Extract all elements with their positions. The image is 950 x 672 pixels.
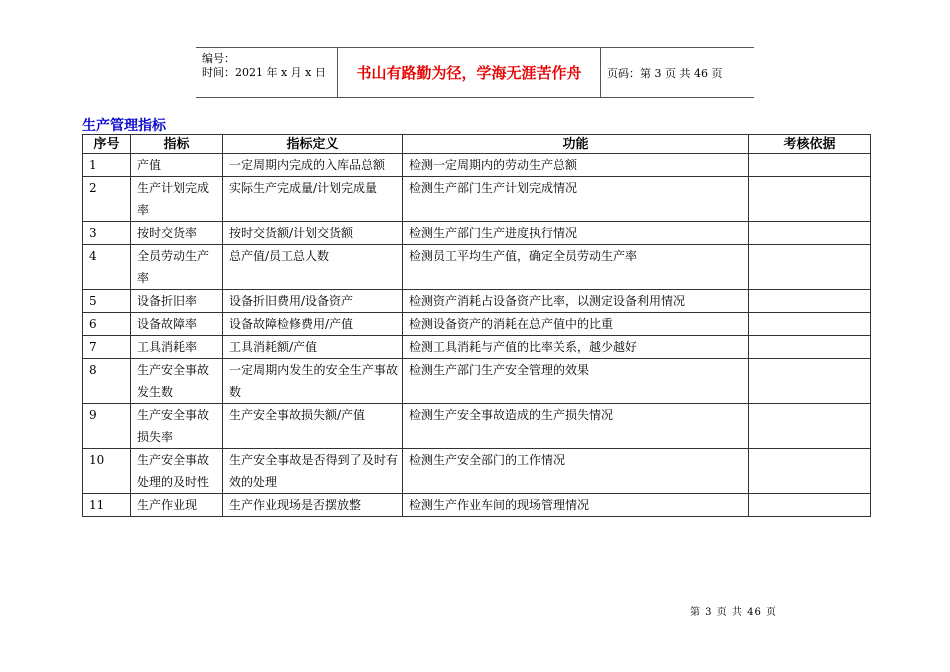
indicator-function: 检测资产消耗占设备资产比率，以测定设备利用情况 — [403, 290, 749, 313]
indicator-function: 检测生产部门生产安全管理的效果 — [403, 359, 749, 404]
indicator-name: 生产安全事故发生数 — [131, 359, 223, 404]
column-header: 考核依据 — [749, 135, 871, 154]
indicator-name: 设备折旧率 — [131, 290, 223, 313]
indicator-function: 检测生产安全部门的工作情况 — [403, 449, 749, 494]
assessment-basis — [749, 222, 871, 245]
indicator-function: 检测一定周期内的劳动生产总额 — [403, 154, 749, 177]
assessment-basis — [749, 290, 871, 313]
document-number-label: 编号： — [202, 52, 235, 65]
header-motto: 书山有路勤为径，学海无涯苦作舟 — [338, 48, 601, 97]
indicator-name: 工具消耗率 — [131, 336, 223, 359]
indicator-name: 产值 — [131, 154, 223, 177]
table-row — [83, 177, 871, 222]
assessment-basis — [749, 245, 871, 290]
table-row — [83, 290, 871, 313]
row-number: 8 — [83, 359, 131, 404]
section-title: 生产管理指标 — [82, 118, 166, 134]
table-row — [83, 494, 871, 517]
row-number: 3 — [83, 222, 131, 245]
column-header: 指标 — [131, 135, 223, 154]
row-number: 6 — [83, 313, 131, 336]
table-header-row — [83, 135, 871, 154]
table-row — [83, 404, 871, 449]
indicator-definition: 设备折旧费用/设备资产 — [223, 290, 403, 313]
assessment-basis — [749, 177, 871, 222]
header-meta — [196, 48, 338, 97]
indicator-function: 检测工具消耗与产值的比率关系，越少越好 — [403, 336, 749, 359]
indicator-table — [82, 134, 871, 517]
assessment-basis — [749, 359, 871, 404]
indicator-function: 检测生产部门生产进度执行情况 — [403, 222, 749, 245]
row-number: 1 — [83, 154, 131, 177]
indicator-definition: 工具消耗额/产值 — [223, 336, 403, 359]
indicator-definition: 生产作业现场是否摆放整 — [223, 494, 403, 517]
document-date: 时间：2021 年 x 月 x 日 — [202, 66, 326, 79]
indicator-function: 检测生产安全事故造成的生产损失情况 — [403, 404, 749, 449]
row-number: 5 — [83, 290, 131, 313]
column-header: 序号 — [83, 135, 131, 154]
row-number: 9 — [83, 404, 131, 449]
row-number: 2 — [83, 177, 131, 222]
page-header — [196, 47, 754, 98]
indicator-function: 检测生产部门生产计划完成情况 — [403, 177, 749, 222]
table-row — [83, 313, 871, 336]
indicator-name: 生产安全事故损失率 — [131, 404, 223, 449]
table-row — [83, 359, 871, 404]
indicator-name: 全员劳动生产率 — [131, 245, 223, 290]
table-row — [83, 245, 871, 290]
indicator-function: 检测设备资产的消耗在总产值中的比重 — [403, 313, 749, 336]
indicator-definition: 生产安全事故损失额/产值 — [223, 404, 403, 449]
table-row — [83, 154, 871, 177]
page-footer: 第 3 页 共 46 页 — [690, 607, 777, 618]
indicator-function: 检测员工平均生产值，确定全员劳动生产率 — [403, 245, 749, 290]
indicator-definition: 实际生产完成量/计划完成量 — [223, 177, 403, 222]
indicator-name: 生产安全事故处理的及时性 — [131, 449, 223, 494]
indicator-name: 按时交货率 — [131, 222, 223, 245]
indicator-definition: 一定周期内完成的入库品总额 — [223, 154, 403, 177]
column-header: 功能 — [403, 135, 749, 154]
row-number: 10 — [83, 449, 131, 494]
indicator-definition: 总产值/员工总人数 — [223, 245, 403, 290]
row-number: 4 — [83, 245, 131, 290]
table-row — [83, 336, 871, 359]
indicator-name: 生产作业现 — [131, 494, 223, 517]
table-row — [83, 222, 871, 245]
assessment-basis — [749, 404, 871, 449]
assessment-basis — [749, 494, 871, 517]
assessment-basis — [749, 449, 871, 494]
assessment-basis — [749, 154, 871, 177]
column-header: 指标定义 — [223, 135, 403, 154]
indicator-definition: 生产安全事故是否得到了及时有效的处理 — [223, 449, 403, 494]
row-number: 11 — [83, 494, 131, 517]
indicator-name: 设备故障率 — [131, 313, 223, 336]
assessment-basis — [749, 336, 871, 359]
indicator-name: 生产计划完成率 — [131, 177, 223, 222]
indicator-function: 检测生产作业车间的现场管理情况 — [403, 494, 749, 517]
header-page-info: 页码：第 3 页 共 46 页 — [607, 66, 723, 80]
indicator-definition: 设备故障检修费用/产值 — [223, 313, 403, 336]
assessment-basis — [749, 313, 871, 336]
table-row — [83, 449, 871, 494]
row-number: 7 — [83, 336, 131, 359]
indicator-definition: 一定周期内发生的安全生产事故数 — [223, 359, 403, 404]
indicator-definition: 按时交货额/计划交货额 — [223, 222, 403, 245]
